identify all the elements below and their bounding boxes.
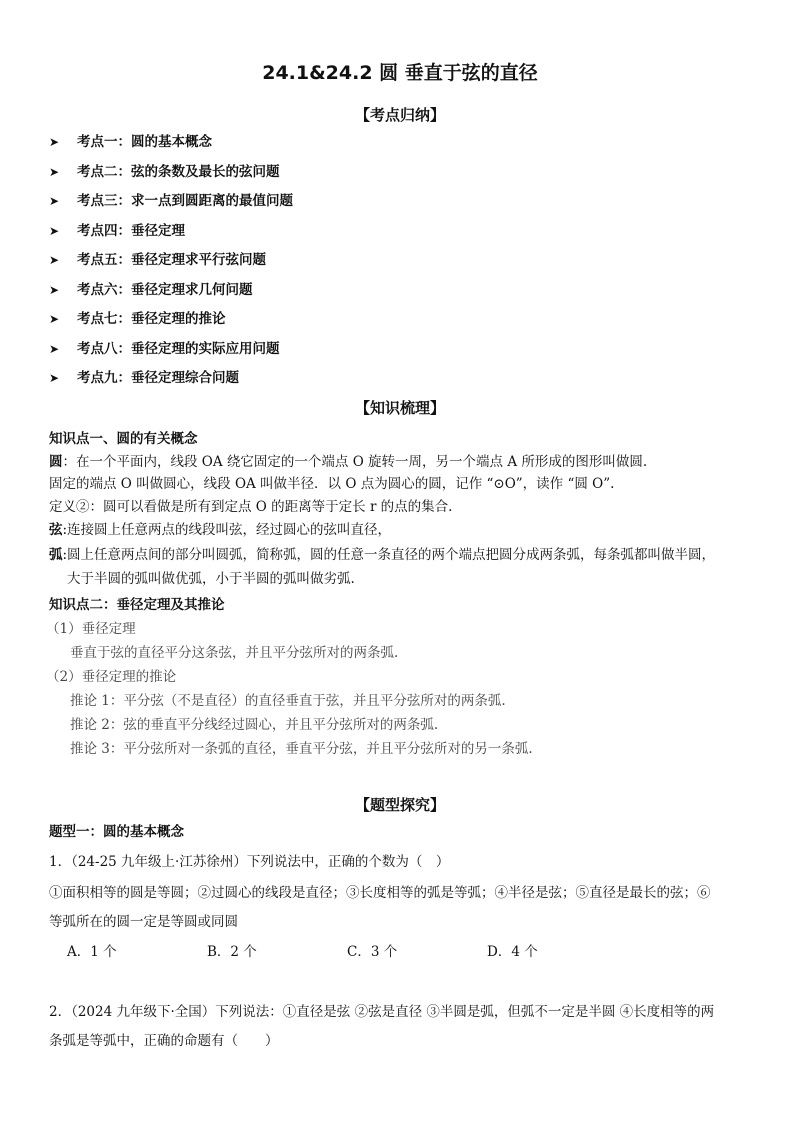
definition-arc-cont: 大于半圆的弧叫做优弧，小于半圆的弧叫做劣弧. bbox=[67, 571, 355, 587]
knowledge-point-1-title: 知识点一、圆的有关概念 bbox=[49, 431, 198, 447]
theorem-text: 垂直于弦的直径平分这条弦，并且平分弦所对的两条弧. bbox=[70, 645, 399, 661]
arrow-bullet-icon: ➤ bbox=[49, 312, 60, 326]
question-1-options bbox=[67, 942, 627, 962]
arrow-bullet-icon: ➤ bbox=[49, 135, 60, 149]
inference-2: 推论 2：弦的垂直平分线经过圆心，并且平分弦所对的两条弧. bbox=[70, 717, 439, 733]
inference-1: 推论 1：平分弦（不是直径）的直径垂直于弦，并且平分弦所对的两条弧. bbox=[70, 693, 506, 709]
question-2-stem-cont: 条弧是等弧中，正确的命题有（ ） bbox=[49, 1033, 279, 1049]
arrow-bullet-icon: ➤ bbox=[49, 194, 60, 208]
question-2-stem: 2．（2024 九年级下·全国）下列说法：①直径是弦 ②弦是直径 ③半圆是弧，但弧不一定是半圆 ④长度相等的两 bbox=[49, 1004, 715, 1020]
question-1-stem: 1．（24-25 九年级上·江苏徐州）下列说法中，正确的个数为（ ） bbox=[49, 854, 450, 870]
option-b[interactable]: B．2 个 bbox=[207, 944, 257, 960]
kaodian-item: ➤ 考点九：垂径定理综合问题 bbox=[49, 367, 239, 389]
definition-2: 定义②：圆可以看做是所有到定点 O 的距离等于定长 r 的点的集合. bbox=[49, 499, 453, 515]
kaodian-item: ➤ 考点六：垂径定理求几何问题 bbox=[49, 279, 253, 301]
arrow-bullet-icon: ➤ bbox=[49, 253, 60, 267]
kaodian-item: ➤ 考点三：求一点到圆距离的最值问题 bbox=[49, 190, 293, 212]
section-heading-kaodian: 【考点归纳】 bbox=[354, 106, 445, 124]
arrow-bullet-icon: ➤ bbox=[49, 165, 60, 179]
section-heading-tixing: 【题型探究】 bbox=[354, 796, 445, 814]
arrow-bullet-icon: ➤ bbox=[49, 224, 60, 238]
option-d[interactable]: D．4 个 bbox=[487, 944, 538, 960]
arrow-bullet-icon: ➤ bbox=[49, 342, 60, 356]
kaodian-item: ➤ 考点二：弦的条数及最长的弦问题 bbox=[49, 161, 280, 183]
kaodian-item: ➤ 考点四：垂径定理 bbox=[49, 220, 185, 242]
definition-arc: 弧:圆上任意两点间的部分叫圆弧，简称弧，圆的任意一条直径的两个端点把圆分成两条弧，每条弧都叫做半圆， bbox=[49, 547, 716, 563]
definition-circle-cont: 固定的端点 O 叫做圆心，线段 OA 叫做半径．以 O 点为圆心的圆，记作 “⊙O”，读作 “圆 O”. bbox=[49, 476, 615, 492]
kaodian-item: ➤ 考点八：垂径定理的实际应用问题 bbox=[49, 338, 280, 360]
question-1-statements-cont: 等弧所在的圆一定是等圆或同圆 bbox=[49, 914, 238, 930]
subheading-inference: （2）垂径定理的推论 bbox=[46, 669, 177, 685]
definition-circle: 圆：在一个平面内，线段 OA 绕它固定的一个端点 O 旋转一周，另一个端点 A 所形成的图形叫做圆. bbox=[49, 454, 648, 470]
question-1-statements: ①面积相等的圆是等圆；②过圆心的线段是直径；③长度相等的弧是等弧；④半径是弦；⑤直径是最长的弦；⑥ bbox=[49, 885, 711, 901]
knowledge-point-2-title: 知识点二：垂径定理及其推论 bbox=[49, 597, 225, 613]
inference-3: 推论 3：平分弦所对一条弧的直径，垂直平分弦，并且平分弦所对的另一条弧. bbox=[70, 741, 533, 757]
question-type-1-title: 题型一：圆的基本概念 bbox=[49, 824, 184, 840]
option-c[interactable]: C．3 个 bbox=[347, 944, 398, 960]
kaodian-item: ➤ 考点五：垂径定理求平行弦问题 bbox=[49, 249, 266, 271]
subheading-theorem: （1）垂径定理 bbox=[46, 621, 136, 637]
page-title: 24.1&24.2 圆 垂直于弦的直径 bbox=[262, 62, 538, 84]
kaodian-item: ➤ 考点一：圆的基本概念 bbox=[49, 131, 212, 153]
option-a[interactable]: A．1 个 bbox=[67, 944, 117, 960]
arrow-bullet-icon: ➤ bbox=[49, 371, 60, 385]
arrow-bullet-icon: ➤ bbox=[49, 283, 60, 297]
definition-chord: 弦:连接圆上任意两点的线段叫弦，经过圆心的弦叫直径， bbox=[49, 522, 392, 538]
kaodian-item: ➤ 考点七：垂径定理的推论 bbox=[49, 308, 226, 330]
section-heading-zhishi: 【知识梳理】 bbox=[354, 399, 445, 417]
